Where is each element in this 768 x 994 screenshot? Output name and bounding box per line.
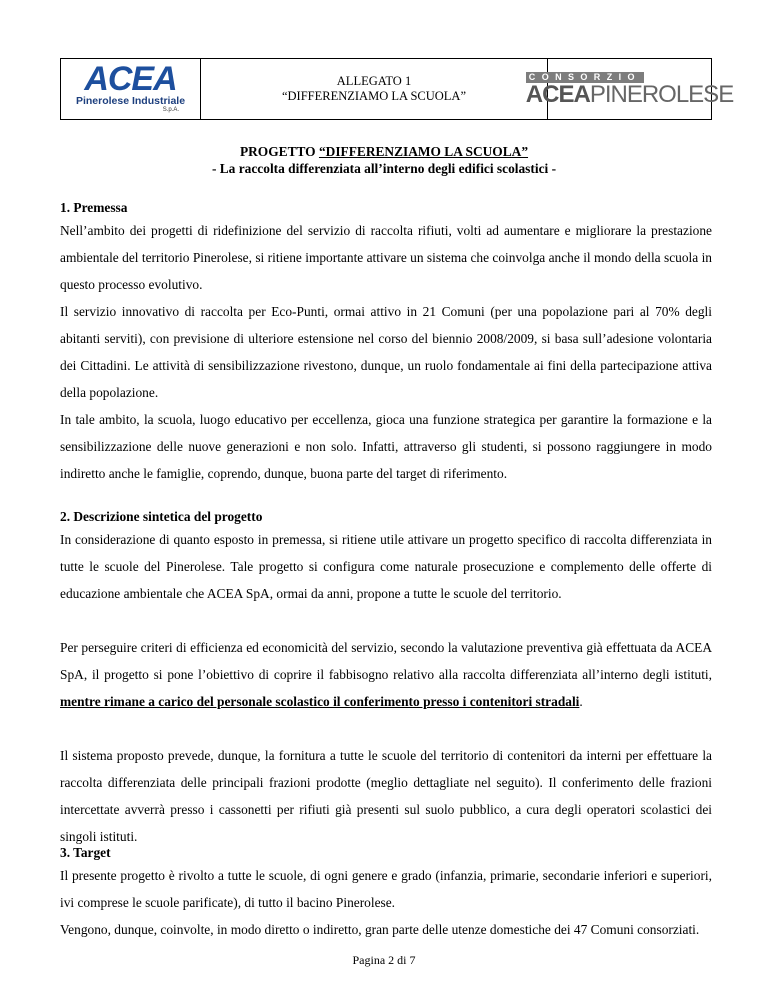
paragraph: Il servizio innovativo di raccolta per Eco-Punti, ormai attivo in 21 Comuni (per una popolazione pari al 70% degli abitanti serviti), con previsione di ulteriore estensione nel corso del biennio 2008/2009, si basa sull’adesione volontaria dei Cittadini. Le attività di sensibilizzazione rivestono, dunque, un ruolo fondamentale ai fini della partecipazione attiva della popolazione. (60, 304, 712, 400)
section-heading-descrizione: 2. Descrizione sintetica del progetto (60, 509, 263, 524)
paragraph: Vengono, dunque, coinvolte, in modo diretto o indiretto, gran parte delle utenze domestiche dei 47 Comuni consorziati. (60, 922, 700, 937)
page-number: Pagina 2 di 7 (352, 953, 416, 967)
header-left-cell (61, 59, 201, 119)
paragraph: Il presente progetto è rivolto a tutte le scuole, di ogni genere e grado (infanzia, primarie, secondarie inferiori e superiori, ivi comprese le scuole parificate), di tutto il bacino Pinerolese. (60, 868, 712, 910)
paragraph: In considerazione di quanto esposto in premessa, si ritiene utile attivare un progetto specifico di raccolta differenziata in tutte le scuole del Pinerolese. Tale progetto si configura come naturale prosecuzione e complemento delle offerte di educazione ambientale che ACEA SpA, ormai da anni, propone a tutte le scuole del territorio. (60, 532, 712, 601)
consorzio-wordmark: ACEAPINEROLESE (525, 80, 734, 108)
consorzio-acea-pinerolese-logo (526, 72, 733, 107)
acea-pinerolese-industriale-logo (75, 60, 186, 114)
header-right-cell (525, 59, 734, 119)
logo-spa: S.p.A. (162, 107, 180, 113)
document-header (60, 58, 734, 120)
section-heading-target: 3. Target (60, 845, 111, 860)
acea-logo-wordmark: ACEA (84, 60, 177, 98)
header-project-name: “DIFFERENZIAMO LA SCUOLA” (281, 89, 467, 103)
header-allegato: ALLEGATO 1 (336, 74, 412, 88)
title-subtitle: - La raccolta differenziata all’interno degli edifici scolastici - (211, 161, 557, 176)
bold-underlined-text: mentre rimane a carico del personale scolastico il conferimento presso i contenitori stradali (60, 693, 580, 709)
consorzio-label: CONSORZIO (526, 72, 644, 83)
paragraph: Nell’ambito dei progetti di ridefinizione del servizio di raccolta rifiuti, volti ad aumentare e migliorare la prestazione ambientale del territorio Pinerolese, si ritiene importante attivare un sistema che coinvolga anche il mondo della scuola in questo processo evolutivo. (60, 223, 712, 292)
paragraph: Per perseguire criteri di efficienza ed economicità del servizio, secondo la valutazione preventiva già effettuata da ACEA SpA, il progetto si pone l’obiettivo di coprire il fabbisogno relativo alla raccolta differenziata all’interno degli istituti, mentre rimane a carico del personale scolastico il conferimento presso i contenitori stradali. (60, 640, 712, 709)
header-center-cell (201, 59, 548, 119)
document-title (0, 143, 768, 177)
paragraph: Il sistema proposto prevede, dunque, la fornitura a tutte le scuole del territorio di contenitori da interni per effettuare la raccolta differenziata delle principali frazioni prodotte (meglio dettagliate nel seguito). Il conferimento delle frazioni intercettate avverrà presso i cassonetti per rifiuti già presenti sul suolo pubblico, a cura degli operatori scolastici dei singoli istituti. (60, 748, 712, 844)
logo-subtitle: Pinerolese Industriale (75, 95, 186, 107)
paragraph: In tale ambito, la scuola, luogo educativo per eccellenza, gioca una funzione strategica per garantire la formazione e la sensibilizzazione delle nuove generazioni e non solo. Infatti, attraverso gli studenti, si possono raggiungere in modo indiretto anche le famiglie, coprendo, dunque, buona parte del target di riferimento. (60, 412, 712, 481)
title-line: PROGETTO “DIFFERENZIAMO LA SCUOLA” (239, 144, 529, 159)
section-heading-premessa: 1. Premessa (60, 200, 128, 215)
